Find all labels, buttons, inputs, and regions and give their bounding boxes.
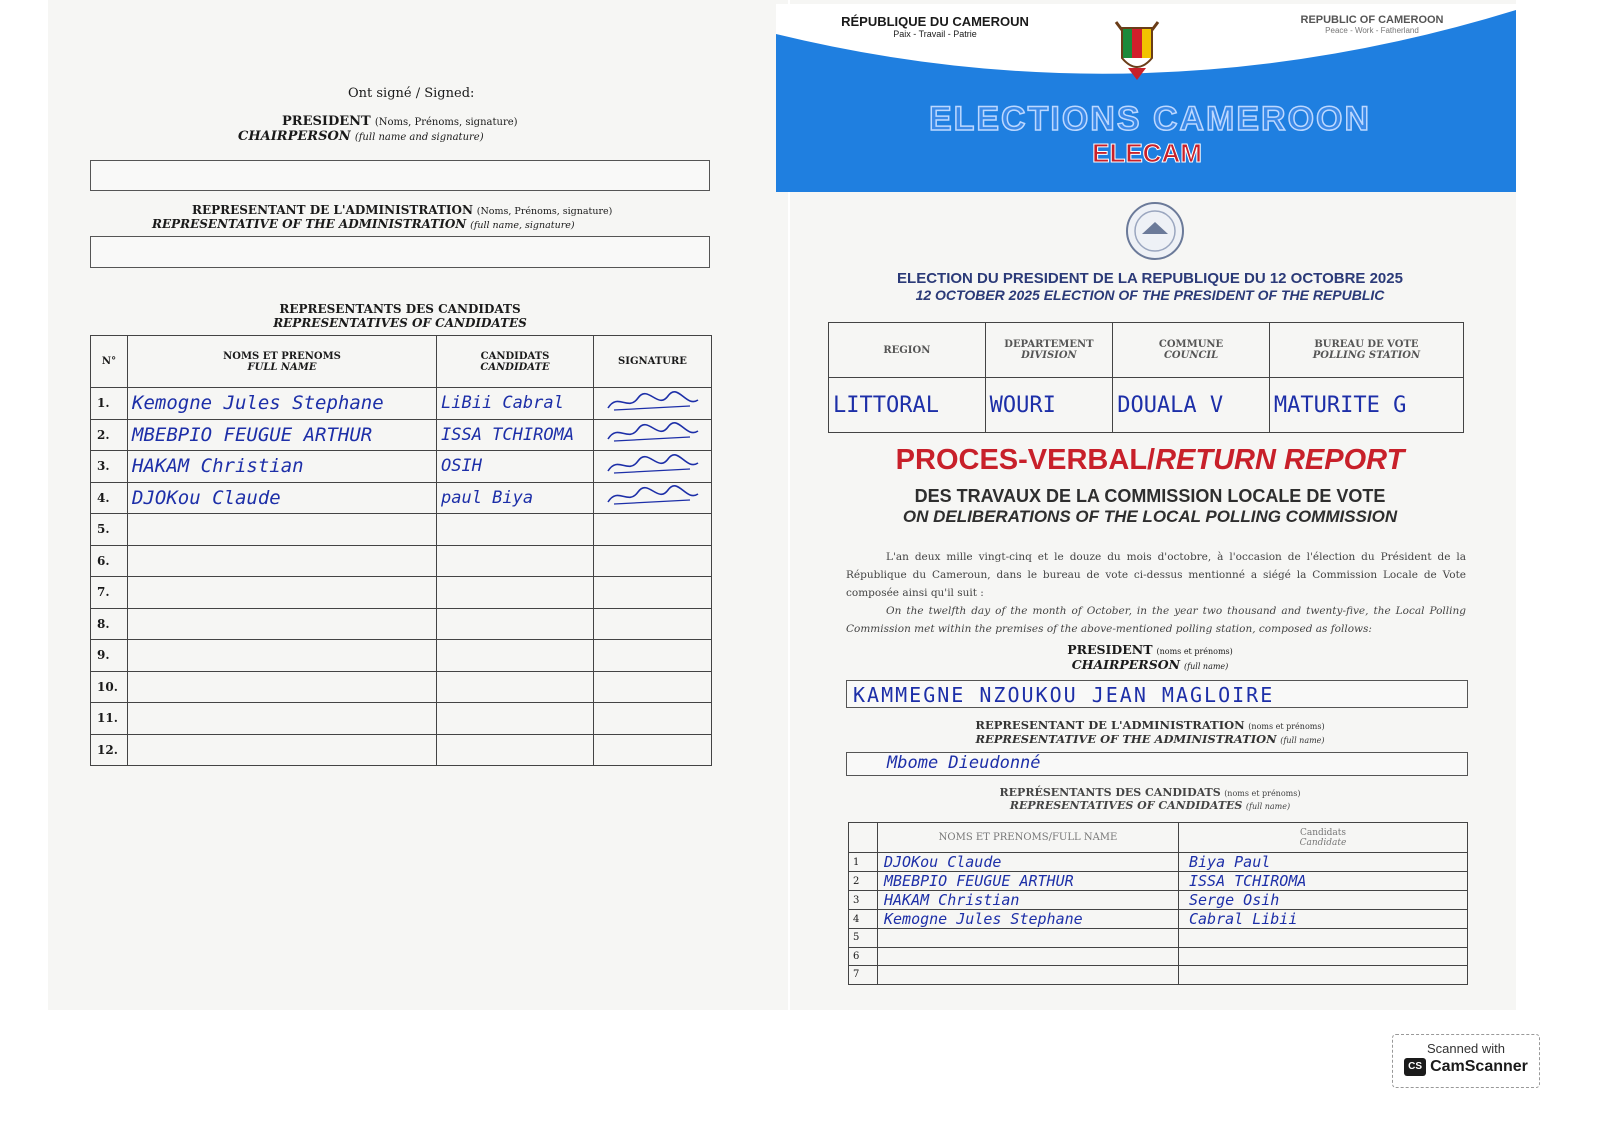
location-header-en: COUNCIL (1163, 350, 1219, 361)
right-header-cand-en: Candidate (1299, 837, 1347, 848)
left-president-fr: PRESIDENT (282, 114, 371, 129)
right-table-row (849, 891, 1468, 910)
signature-scribble-icon (594, 390, 704, 414)
left-table-row (91, 388, 712, 420)
right-admin-block (930, 718, 1370, 746)
right-row-name[interactable]: HAKAM Christian (878, 891, 1179, 910)
left-row-name[interactable]: HAKAM Christian (128, 451, 437, 483)
left-row-name[interactable] (128, 671, 437, 703)
right-table-row (849, 910, 1468, 929)
right-president-fr-note: (noms et prénoms) (1156, 647, 1233, 656)
left-row-candidate[interactable] (437, 734, 594, 766)
left-row-name[interactable] (128, 577, 437, 609)
right-row-name[interactable]: Kemogne Jules Stephane (878, 910, 1179, 929)
left-president-block (238, 114, 638, 144)
left-row-signature[interactable] (594, 734, 712, 766)
left-row-candidate[interactable] (437, 514, 594, 546)
right-reps-en: REPRESENTATIVES OF CANDIDATES (1009, 799, 1243, 812)
left-row-number: 12. (91, 734, 128, 766)
left-row-candidate[interactable] (437, 577, 594, 609)
left-header-no: N° (91, 336, 128, 388)
left-header-cand-fr: CANDIDATS (480, 350, 550, 362)
left-admin-block (152, 203, 672, 231)
left-president-en-note: (full name and signature) (354, 132, 484, 143)
right-table-row (849, 872, 1468, 891)
left-table-row (91, 703, 712, 735)
pv-en: RETURN REPORT (1155, 444, 1405, 476)
location-header-fr: BUREAU DE VOTE (1314, 339, 1419, 350)
left-row-name[interactable] (128, 734, 437, 766)
signature-scribble-icon (594, 484, 704, 508)
left-row-signature[interactable] (594, 388, 712, 420)
location-header (829, 323, 986, 378)
right-header-no (849, 823, 878, 853)
location-value[interactable]: MATURITE G (1269, 378, 1463, 433)
left-row-candidate[interactable] (437, 640, 594, 672)
left-row-number: 9. (91, 640, 128, 672)
signature-scribble-icon (594, 421, 704, 445)
watermark-line1: Scanned with (1426, 1041, 1506, 1056)
banner-title: ELECTIONS CAMEROON (928, 100, 1372, 138)
left-header-cand-en: CANDIDATE (480, 361, 550, 373)
location-header-en: DIVISION (1021, 350, 1077, 361)
republic-fr-block (820, 14, 1050, 39)
left-reps-en: REPRESENTATIVES OF CANDIDATES (273, 316, 527, 330)
left-table-row (91, 608, 712, 640)
right-table-row (849, 947, 1468, 966)
location-header (1113, 323, 1270, 378)
left-row-signature[interactable] (594, 640, 712, 672)
right-president-fr: PRESIDENT (1067, 642, 1153, 657)
left-row-name[interactable] (128, 608, 437, 640)
right-row-number: 6 (849, 947, 878, 966)
republic-en: REPUBLIC OF CAMEROON (1300, 14, 1444, 26)
right-table-header (849, 823, 1468, 853)
left-table-row (91, 640, 712, 672)
left-table-row (91, 671, 712, 703)
left-row-name[interactable] (128, 640, 437, 672)
left-reps-fr: REPRESENTANTS DES CANDIDATS (279, 302, 521, 316)
left-admin-fr: REPRESENTANT DE L'ADMINISTRATION (192, 203, 473, 217)
left-admin-fr-note: (Noms, Prénoms, signature) (476, 206, 613, 217)
motto-fr: Paix - Travail - Patrie (893, 29, 977, 39)
left-reps-heading (240, 302, 560, 330)
location-value[interactable]: DOUALA V (1113, 378, 1270, 433)
right-reps-fr: REPRÉSENTANTS DES CANDIDATS (999, 786, 1221, 799)
sub-en: ON DELIBERATIONS OF THE LOCAL POLLING COMMISSION (902, 507, 1398, 526)
right-row-candidate[interactable]: Biya Paul (1179, 853, 1468, 872)
signed-heading: Ont signé / Signed: (348, 86, 475, 101)
left-row-signature[interactable] (594, 482, 712, 514)
pv-subtitle (820, 486, 1480, 527)
left-header-name (128, 336, 437, 388)
location-header (1269, 323, 1463, 378)
left-row-number: 1. (91, 388, 128, 420)
location-header-fr: COMMUNE (1158, 339, 1224, 350)
right-row-name[interactable]: DJOKou Claude (878, 853, 1179, 872)
right-row-name[interactable]: MBEBPIO FEUGUE ARTHUR (878, 872, 1179, 891)
right-admin-en: REPRESENTATIVE OF THE ADMINISTRATION (975, 732, 1277, 746)
right-admin-field[interactable] (846, 752, 1468, 776)
election-fr: ELECTION DU PRESIDENT DE LA REPUBLIQUE DU 12 OCTOBRE 2025 (897, 270, 1403, 287)
right-header-cand (1179, 823, 1468, 853)
right-president-en-note: (full name) (1184, 662, 1229, 671)
right-row-name[interactable] (878, 947, 1179, 966)
right-admin-fr: REPRESENTANT DE L'ADMINISTRATION (975, 718, 1245, 732)
right-header-name: NOMS ET PRENOMS/FULL NAME (878, 823, 1179, 853)
left-table-row (91, 451, 712, 483)
left-header-name-en: FULL NAME (247, 361, 317, 373)
right-row-name[interactable] (878, 929, 1179, 948)
intro-paragraph (846, 548, 1466, 638)
signature-scribble-icon (594, 453, 704, 477)
left-row-signature[interactable] (594, 703, 712, 735)
left-row-number: 6. (91, 545, 128, 577)
sub-fr: DES TRAVAUX DE LA COMMISSION LOCALE DE VOTE (914, 486, 1386, 506)
location-header (985, 323, 1113, 378)
camscanner-watermark (1392, 1034, 1540, 1088)
right-reps-en-note: (full name) (1245, 802, 1291, 811)
right-reps-table (848, 822, 1468, 985)
left-row-name[interactable] (128, 514, 437, 546)
right-row-candidate[interactable]: Cabral Libii (1179, 910, 1468, 929)
motto-en: Peace - Work - Fatherland (1325, 26, 1419, 35)
left-row-candidate[interactable] (437, 671, 594, 703)
left-row-name[interactable]: MBEBPIO FEUGUE ARTHUR (128, 419, 437, 451)
right-table-row (849, 929, 1468, 948)
left-table-row (91, 514, 712, 546)
left-admin-signature-box[interactable] (90, 236, 710, 268)
location-header-en: POLLING STATION (1312, 350, 1421, 361)
right-row-candidate[interactable] (1179, 966, 1468, 985)
left-header-name-fr: NOMS ET PRENOMS (223, 350, 341, 362)
left-row-candidate[interactable]: LiBii Cabral (437, 388, 594, 420)
right-row-candidate[interactable] (1179, 947, 1468, 966)
camscanner-logo-icon: CS (1404, 1058, 1426, 1076)
right-president-value: KAMMEGNE NZOUKOU JEAN MAGLOIRE (853, 683, 1275, 707)
left-table-row (91, 482, 712, 514)
right-row-candidate[interactable]: Serge Osih (1179, 891, 1468, 910)
left-table-row (91, 545, 712, 577)
right-president-field[interactable] (846, 680, 1468, 708)
pv-title (820, 444, 1480, 477)
left-row-signature[interactable] (594, 671, 712, 703)
left-row-number: 2. (91, 419, 128, 451)
election-en: 12 OCTOBER 2025 ELECTION OF THE PRESIDENT OF THE REPUBLIC (915, 287, 1385, 303)
location-value[interactable]: LITTORAL (829, 378, 986, 433)
left-row-candidate[interactable] (437, 608, 594, 640)
right-row-number: 5 (849, 929, 878, 948)
right-president-block (960, 642, 1340, 672)
right-president-en: CHAIRPERSON (1071, 657, 1181, 672)
left-row-number: 5. (91, 514, 128, 546)
right-admin-fr-note: (noms et prénoms) (1248, 722, 1325, 731)
left-row-number: 10. (91, 671, 128, 703)
left-header-cand (437, 336, 594, 388)
left-row-name[interactable]: DJOKou Claude (128, 482, 437, 514)
left-table-row (91, 419, 712, 451)
para-fr: L'an deux mille vingt-cinq et le douze du mois d'octobre, à l'occasion de l'élection du Président de la République du Cameroun, dans le bureau de vote ci-dessus mentionné a siégé la Commission Locale de Vote composée ainsi qu'il suit : (846, 551, 1466, 599)
right-header-cand-fr: Candidats (1299, 827, 1347, 838)
left-row-number: 11. (91, 703, 128, 735)
left-reps-table (90, 335, 712, 766)
left-row-name[interactable] (128, 545, 437, 577)
left-row-number: 8. (91, 608, 128, 640)
left-row-candidate[interactable]: ISSA TCHIROMA (437, 419, 594, 451)
left-row-candidate[interactable] (437, 545, 594, 577)
location-header-fr: REGION (883, 344, 931, 356)
right-row-candidate[interactable]: ISSA TCHIROMA (1179, 872, 1468, 891)
location-header-fr: DEPARTEMENT (1004, 339, 1094, 350)
location-table (828, 322, 1464, 433)
left-row-candidate[interactable]: OSIH (437, 451, 594, 483)
watermark-brand: CamScanner (1430, 1058, 1528, 1075)
left-row-signature[interactable] (594, 608, 712, 640)
left-table-header (91, 336, 712, 388)
banner-sub: ELECAM (1092, 138, 1202, 168)
left-row-name[interactable]: Kemogne Jules Stephane (128, 388, 437, 420)
right-row-number: 2 (849, 872, 878, 891)
right-admin-value: Mbome Dieudonné (887, 753, 1041, 773)
left-row-signature[interactable] (594, 545, 712, 577)
left-row-candidate[interactable]: paul Biya (437, 482, 594, 514)
left-row-number: 4. (91, 482, 128, 514)
right-table-row (849, 853, 1468, 872)
coat-of-arms-icon (1108, 16, 1188, 86)
left-row-name[interactable] (128, 703, 437, 735)
right-row-number: 7 (849, 966, 878, 985)
left-row-signature[interactable] (594, 419, 712, 451)
left-row-signature[interactable] (594, 451, 712, 483)
left-row-signature[interactable] (594, 514, 712, 546)
left-table-row (91, 734, 712, 766)
left-admin-en-note: (full name, signature) (470, 220, 575, 231)
left-table-row (91, 577, 712, 609)
right-table-row (849, 966, 1468, 985)
left-president-fr-note: (Noms, Prénoms, signature) (374, 117, 518, 128)
right-row-number: 4 (849, 910, 878, 929)
left-president-en: CHAIRPERSON (238, 129, 351, 144)
republic-en-block (1272, 14, 1472, 35)
right-admin-en-note: (full name) (1280, 736, 1325, 745)
left-row-number: 3. (91, 451, 128, 483)
pv-fr: PROCES-VERBAL/ (895, 444, 1156, 476)
left-row-candidate[interactable] (437, 703, 594, 735)
elecam-seal-icon (1124, 200, 1186, 262)
right-row-number: 1 (849, 853, 878, 872)
election-title (840, 270, 1460, 303)
left-admin-en: REPRESENTATIVE OF THE ADMINISTRATION (152, 217, 467, 231)
right-reps-block (950, 786, 1350, 812)
left-row-number: 7. (91, 577, 128, 609)
left-president-signature-box[interactable] (90, 160, 710, 191)
right-row-number: 3 (849, 891, 878, 910)
republic-fr: RÉPUBLIQUE DU CAMEROUN (841, 14, 1029, 29)
para-en: On the twelfth day of the month of October, in the year two thousand and twenty-five, the Local Polling Commission met within the premises of the above-mentioned polling station, composed as follows: (846, 605, 1466, 635)
right-row-candidate[interactable] (1179, 929, 1468, 948)
right-row-name[interactable] (878, 966, 1179, 985)
location-value[interactable]: WOURI (985, 378, 1113, 433)
left-row-signature[interactable] (594, 577, 712, 609)
left-header-signature: SIGNATURE (594, 336, 712, 388)
right-reps-fr-note: (noms et prénoms) (1224, 789, 1301, 798)
